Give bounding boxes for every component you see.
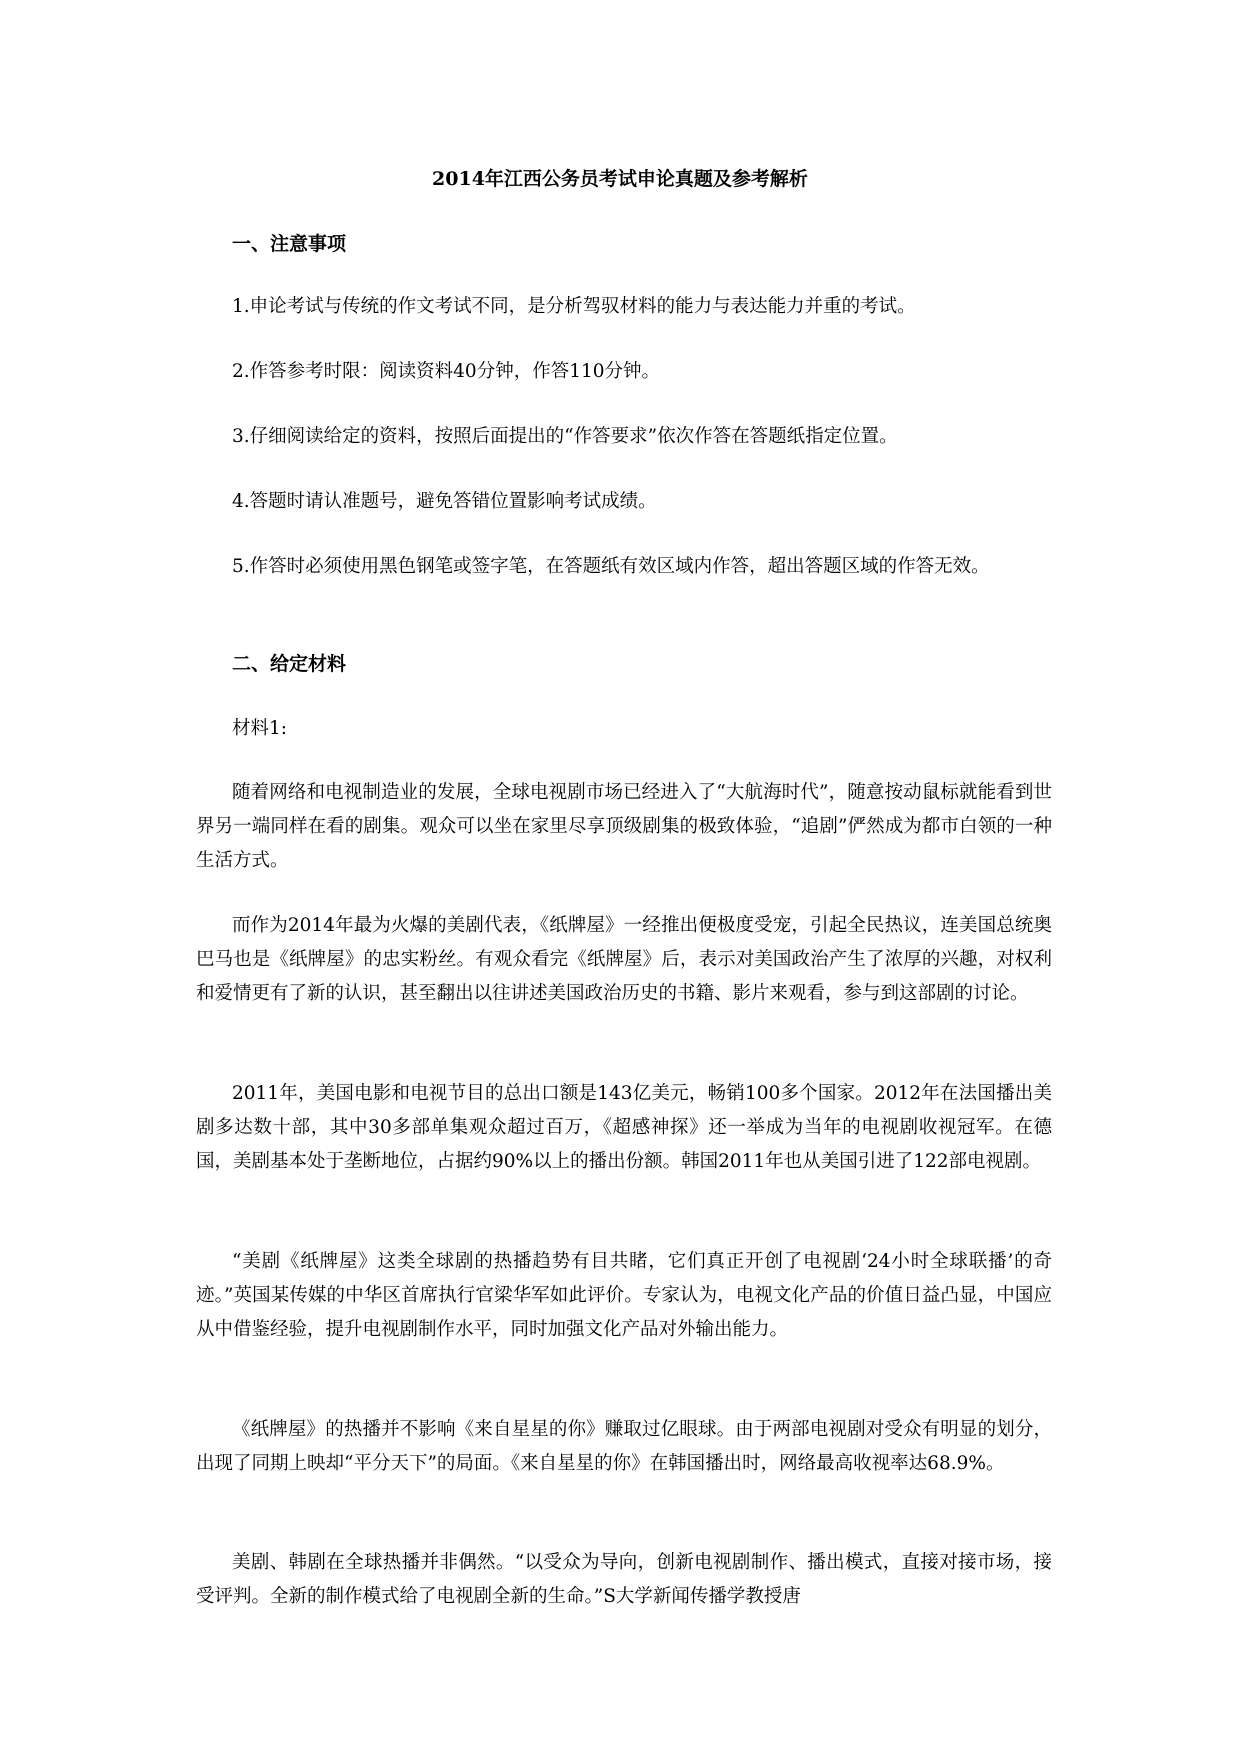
note-item: 4.答题时请认准题号，避免答错位置影响考试成绩。: [232, 491, 657, 512]
body-paragraph: 美剧、韩剧在全球热播并非偶然。“以受众为导向，创新电视剧制作、播出模式，直接对接市场，接受评判。全新的制作模式给了电视剧全新的生命。”S大学新闻传播学教授唐: [196, 1552, 1052, 1607]
note-item: 1.申论考试与传统的作文考试不同，是分析驾驭材料的能力与表达能力并重的考试。: [232, 296, 916, 317]
document-title: 2014年江西公务员考试申论真题及参考解析: [432, 168, 808, 190]
note-item: 2.作答参考时限：阅读资料40分钟，作答110分钟。: [232, 361, 661, 382]
body-paragraph: 2011年，美国电影和电视节目的总出口额是143亿美元，畅销100多个国家。2012年在法国播出美剧多达数十部，其中30多部单集观众超过百万，《超感神探》还一举成为当年的电视剧收视冠军。在德国，美剧基本处于垄断地位，占据约90%以上的播出份额。韩国2011年也从美国引进了122部电视剧。: [196, 1083, 1052, 1172]
body-paragraph: 随着网络和电视制造业的发展，全球电视剧市场已经进入了“大航海时代”，随意按动鼠标就能看到世界另一端同样在看的剧集。观众可以坐在家里尽享顶级剧集的极致体验，“追剧”俨然成为都市白领的一种生活方式。: [196, 782, 1052, 871]
body-paragraph: 而作为2014年最为火爆的美剧代表，《纸牌屋》一经推出便极度受宠，引起全民热议，连美国总统奥巴马也是《纸牌屋》的忠实粉丝。有观众看完《纸牌屋》后，表示对美国政治产生了浓厚的兴趣，对权利和爱情更有了新的认识，甚至翻出以往讲述美国政治历史的书籍、影片来观看，参与到这部剧的讨论。: [196, 915, 1052, 1004]
note-item: 3.仔细阅读给定的资料，按照后面提出的“作答要求”依次作答在答题纸指定位置。: [232, 426, 898, 447]
material-label: 材料1:: [232, 718, 288, 739]
section-heading-notes: 一、注意事项: [232, 233, 347, 255]
body-paragraph: “美剧《纸牌屋》这类全球剧的热播趋势有目共睹，它们真正开创了电视剧‘24小时全球联播’的奇迹。”英国某传媒的中华区首席执行官梁华军如此评价。专家认为，电视文化产品的价值日益凸显，中国应从中借鉴经验，提升电视剧制作水平，同时加强文化产品对外输出能力。: [196, 1251, 1052, 1340]
body-paragraph: 《纸牌屋》的热播并不影响《来自星星的你》赚取过亿眼球。由于两部电视剧对受众有明显的划分，出现了同期上映却“平分天下”的局面。《来自星星的你》在韩国播出时，网络最高收视率达68.9%。: [196, 1419, 1052, 1474]
section-heading-materials: 二、给定材料: [232, 653, 347, 675]
note-item: 5.作答时必须使用黑色钢笔或签字笔，在答题纸有效区域内作答，超出答题区域的作答无效。: [232, 556, 990, 577]
